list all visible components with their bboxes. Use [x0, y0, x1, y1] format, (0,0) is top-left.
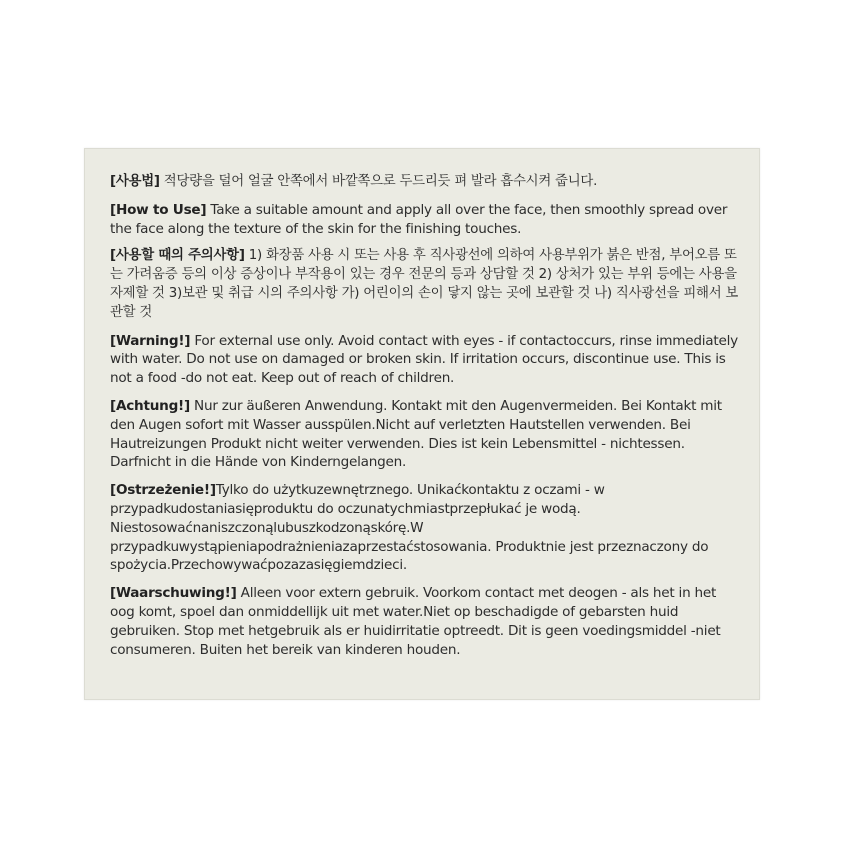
warning-polish-paragraph — [110, 481, 740, 575]
warning-english-paragraph — [110, 332, 740, 388]
warning-english-text: For external use only. Avoid contact with eyes - if contactoccurs, rinse immediately with water. Do not use on damaged or broken skin. If irritation occurs, discontinue use. This is not a food -do not eat. Keep out of reach of children. — [110, 332, 738, 387]
usage-korean-paragraph — [110, 173, 740, 192]
instructions-text-block — [110, 173, 740, 668]
usage-korean-text: 적당량을 덜어 얼굴 안쪽에서 바깥쪽으로 두드리듯 펴 발라 흡수시켜 줍니다. — [159, 174, 598, 189]
warning-polish-text: Tylko do użytkuzewnętrznego. Unikaćkontaktu z oczami - w przypadkudostaniasięproduktu do oczunatychmiastprzepłukać je wodą. Niestosowaćnaniszczonąlubuszkodzonąskórę.W przypadkuwystąpieniapodrażnieniazaprzestaćstosowania. Produktnie jest przeznaczony do spożycia.Przechowywaćpozazasięgiemdzieci. — [110, 482, 709, 574]
usage-english-paragraph — [110, 201, 740, 239]
warning-german-heading: [Achtung!] — [110, 397, 190, 414]
usage-english-heading: [How to Use] — [110, 201, 207, 218]
caution-korean-text: 1) 화장품 사용 시 또는 사용 후 직사광선에 의하여 사용부위가 붉은 반점, 부어오름 또는 가려움증 등의 이상 증상이나 부작용이 있는 경우 전문의 등과 상담할 것 2) 상처가 있는 부위 등에는 사용을 자제할 것 3)보관 및 취급 시의 주의사항 가) 어린이의 손이 닿지 않는 곳에 보관할 것 나) 직사광선을 피해서 보관할 것 — [110, 248, 739, 320]
warning-dutch-heading: [Waarschuwing!] — [110, 585, 237, 602]
warning-dutch-paragraph — [110, 584, 740, 659]
usage-english-text: Take a suitable amount and apply all over the face, then smoothly spread over the face along the texture of the skin for the finishing touches. — [110, 201, 728, 237]
warning-polish-heading: [Ostrzeżenie!] — [110, 482, 216, 499]
label-panel — [84, 148, 760, 700]
caution-korean-paragraph — [110, 247, 740, 322]
usage-korean-heading: [사용법] — [110, 174, 160, 189]
warning-english-heading: [Warning!] — [110, 332, 191, 349]
caution-korean-heading: [사용할 때의 주의사항] — [110, 248, 245, 264]
warning-dutch-text: Alleen voor extern gebruik. Voorkom contact met deogen - als het in het oog komt, spoel dan onmiddellijk uit met water.Niet op beschadigde of gebarsten huid gebruiken. Stop met hetgebruik als er huidirritatie optreedt. Dit is geen voedingsmiddel -niet consumeren. Buiten het bereik van kinderen houden. — [110, 585, 721, 658]
warning-german-text: Nur zur äußeren Anwendung. Kontakt mit den Augenvermeiden. Bei Kontakt mit den Augen sofort mit Wasser ausspülen.Nicht auf verletzten Hautstellen verwenden. Bei Hautreizungen Produkt nicht weiter verwenden. Dies ist kein Lebensmittel - nichtessen. Darfnicht in die Hände von Kinderngelangen. — [110, 397, 722, 471]
warning-german-paragraph — [110, 397, 740, 472]
